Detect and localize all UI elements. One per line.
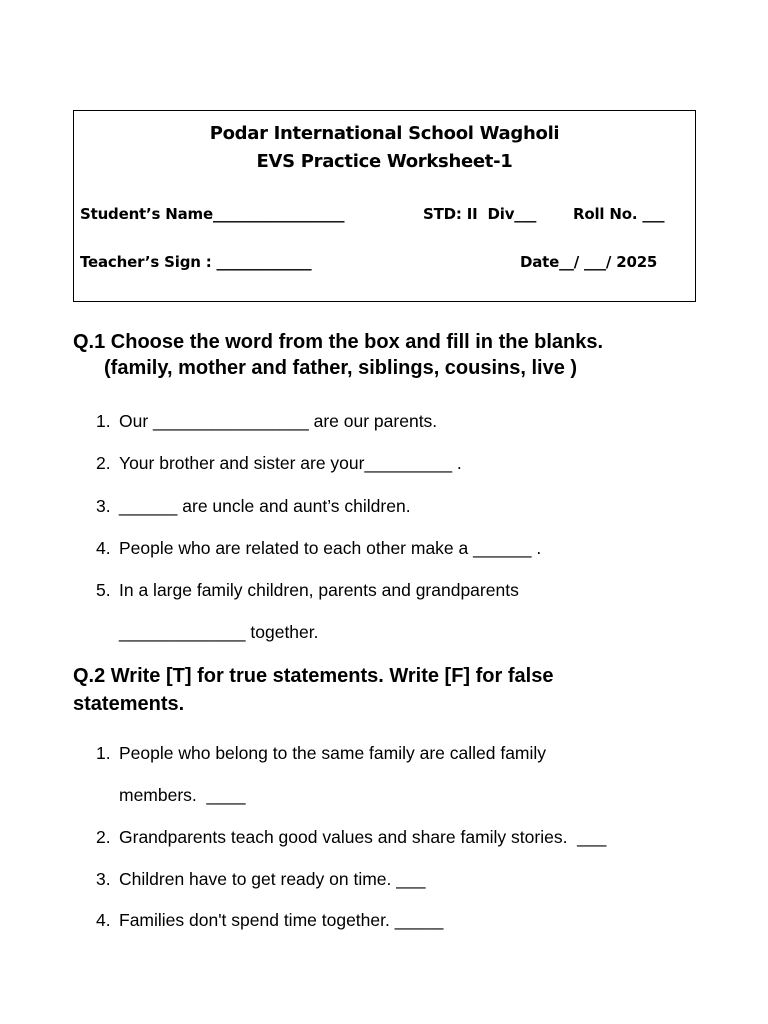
q2-item-1-number: 1. — [96, 743, 111, 763]
date-field: Date__/ ___/ 2025 — [520, 253, 658, 271]
q2-item-3-number: 3. — [96, 869, 111, 889]
q1-item-1-number: 1. — [96, 411, 111, 431]
q1-item-2 — [96, 453, 462, 474]
teacher-sign-field: Teacher’s Sign : _____________ — [80, 253, 312, 271]
q1-item-5-number: 5. — [96, 580, 111, 600]
q1-item-4 — [96, 538, 541, 559]
q1-item-2-number: 2. — [96, 453, 111, 473]
q1-item-1 — [96, 411, 437, 432]
q2-item-3 — [96, 869, 425, 890]
q2-item-3-text: Children have to get ready on time. ___ — [119, 869, 426, 889]
q2-item-4 — [96, 910, 443, 931]
q1-item-3-number: 3. — [96, 496, 111, 516]
student-name-field: Student’s Name__________________ — [80, 205, 345, 223]
q1-item-3 — [96, 496, 411, 517]
q1-item-4-number: 4. — [96, 538, 111, 558]
q1-item-5-continuation: _____________ together. — [119, 622, 319, 642]
worksheet-header-box — [73, 110, 696, 302]
worksheet-title: EVS Practice Worksheet-1 — [256, 151, 513, 172]
q2-title: Q.2 Write [T] for true statements. Write [F] for false statements. — [73, 665, 554, 715]
q1-item-1-text: Our ________________ are our parents. — [119, 411, 438, 431]
q1-title: Q.1 Choose the word from the box and fill in the blanks. — [73, 331, 604, 353]
q1-word-box: (family, mother and father, siblings, cousins, live ) — [104, 357, 578, 379]
q2-item-2 — [96, 827, 606, 848]
std-div-field: STD: II Div___ — [423, 205, 537, 223]
roll-no-field: Roll No. ___ — [573, 205, 665, 223]
q2-item-2-text: Grandparents teach good values and share family stories. ___ — [119, 827, 607, 847]
q1-item-5-text: In a large family children, parents and grandparents — [119, 580, 519, 600]
q2-item-1-continuation: members. ____ — [119, 785, 246, 805]
q1-item-4-text: People who are related to each other make a ______ . — [119, 538, 542, 558]
school-name: Podar International School Wagholi — [209, 123, 560, 144]
q2-item-4-number: 4. — [96, 910, 111, 930]
q2-item-4-text: Families don't spend time together. _____ — [119, 910, 444, 930]
q1-item-3-text: ______ are uncle and aunt’s children. — [119, 496, 411, 516]
q2-item-2-number: 2. — [96, 827, 111, 847]
q2-item-1-text: People who belong to the same family are called family — [119, 743, 547, 763]
q2-item-1 — [96, 743, 546, 764]
q1-item-2-text: Your brother and sister are your_________ . — [119, 453, 462, 473]
q1-item-5 — [96, 580, 519, 601]
